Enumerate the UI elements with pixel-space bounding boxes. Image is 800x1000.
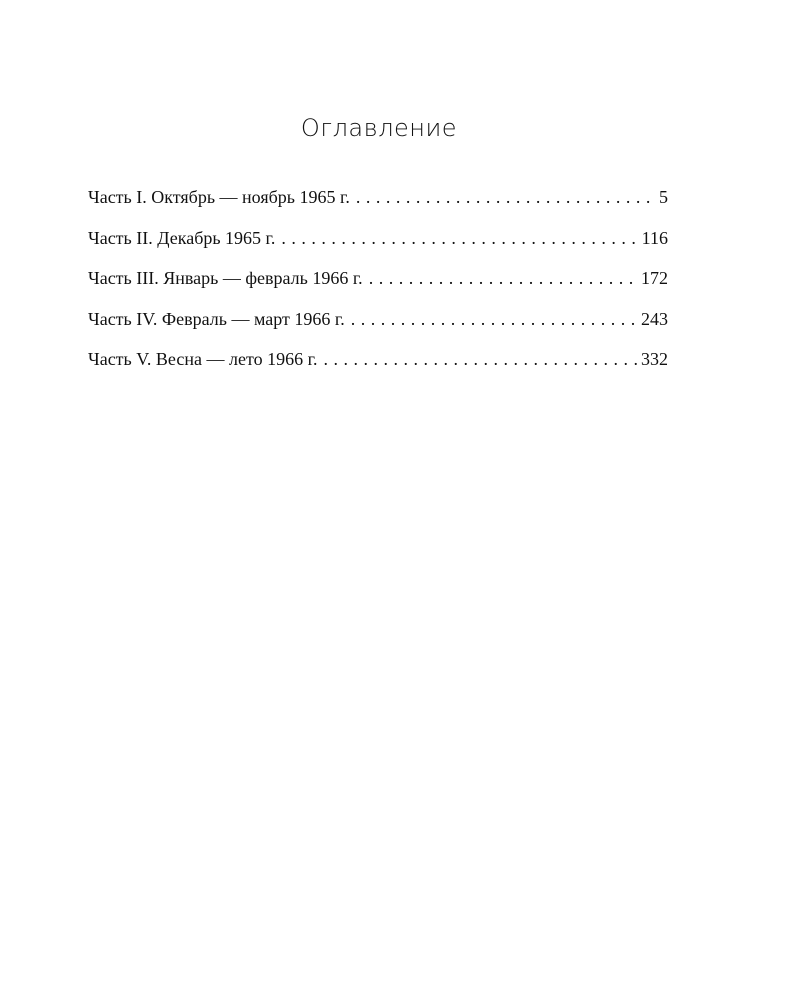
toc-entry-part-1[interactable]: [88, 184, 668, 225]
toc-entry-part-4[interactable]: [88, 306, 668, 347]
table-of-contents: [88, 184, 668, 387]
toc-entry-page-number: 5: [659, 187, 668, 207]
toc-entry-page-number: 172: [641, 268, 668, 288]
dot-leader: [351, 306, 639, 332]
toc-entry-page-number: 116: [641, 227, 668, 248]
toc-title: Оглавление: [300, 114, 458, 142]
toc-entry-page-number: 243: [641, 308, 668, 329]
dot-leader: [369, 265, 639, 291]
toc-entry-part-5[interactable]: [88, 346, 668, 387]
toc-entry-page-number: 332: [641, 349, 668, 369]
dot-leader: [323, 346, 639, 372]
toc-entry-label: Часть III. Январь — февраль 1966 г.: [88, 268, 363, 288]
dot-leader: [356, 184, 657, 210]
toc-entry-label: Часть V. Весна — лето 1966 г.: [88, 349, 318, 369]
dot-leader: [281, 225, 639, 251]
toc-entry-part-3[interactable]: [88, 265, 668, 306]
toc-entry-part-2[interactable]: [88, 225, 668, 266]
toc-entry-label: Часть IV. Февраль — март 1966 г.: [88, 308, 345, 329]
toc-entry-label: Часть I. Октябрь — ноябрь 1965 г.: [88, 187, 350, 207]
toc-entry-label: Часть II. Декабрь 1965 г.: [88, 227, 276, 248]
